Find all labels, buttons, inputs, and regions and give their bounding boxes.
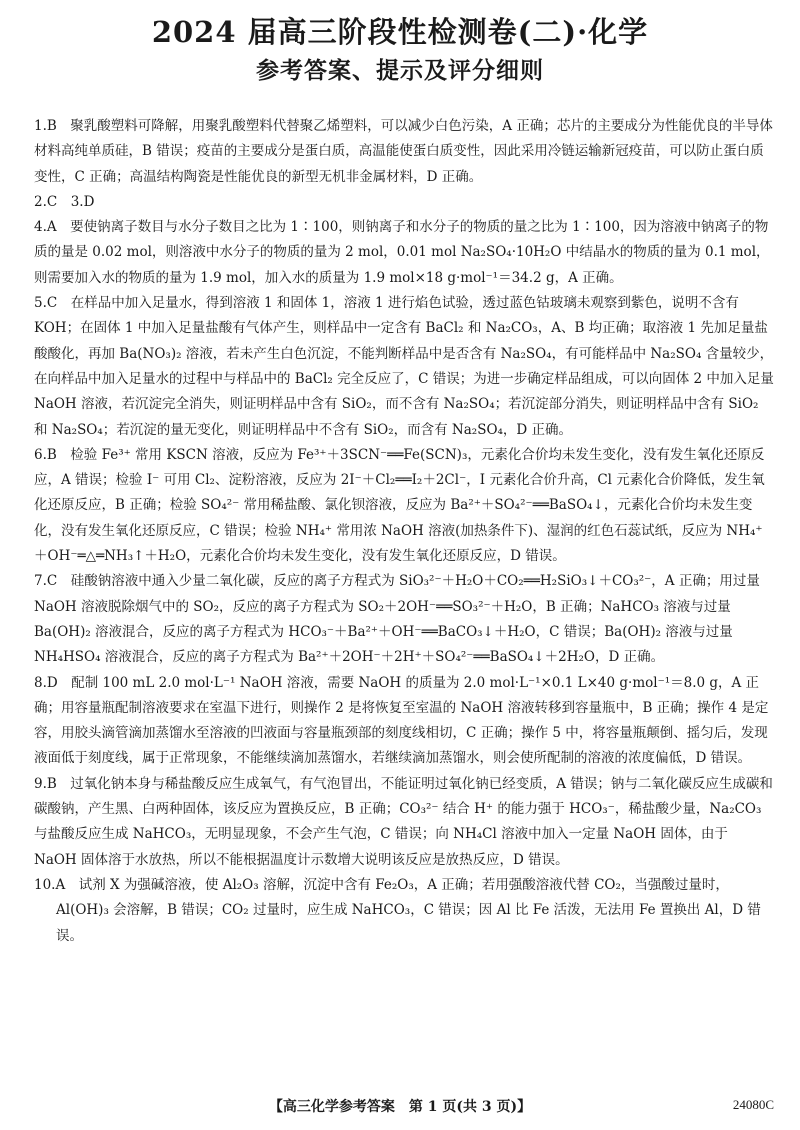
answer-4: 4.A 要使钠离子数目与水分子数目之比为 1∶100，则钠离子和水分子的物质的量之比为 1∶100，因为溶液中钠离子的物质的量是 0.02 mol，则溶液中水分子的物质的量为 2 mol，0.01 mol Na₂SO₄·10H₂O 中结晶水的物质的量为 0.1 mol，则需要加入水的物质的量为 1.9 mol，加入水的质量为 1.9 mol×18 g·mol⁻¹＝34.2 g，A 正确。 [34,219,770,286]
answer-1: 1.B 聚乳酸塑料可降解，用聚乳酸塑料代替聚乙烯塑料，可以减少白色污染，A 正确；芯片的主要成分为性能优良的半导体材料高纯单质硅，B 错误；疫苗的主要成分是蛋白质，高温能使蛋白质变性，因此采用冷链运输新冠疫苗，可以防止蛋白质变性，C 正确；高温结构陶瓷是性能优良的新型无机非金属材料，D 正确。 [34,118,773,185]
answer-9: 9.B 过氧化钠本身与稀盐酸反应生成氧气，有气泡冒出，不能证明过氧化钠已经变质，A 错误；钠与二氧化碳反应生成碳和碳酸钠，产生黑、白两种固体，该反应为置换反应，B 正确；CO₃²⁻ 结合 H⁺ 的能力强于 HCO₃⁻，稀盐酸少量，Na₂CO₃ 与盐酸反应生成 NaHCO₃，无明显现象，不会产生气泡，C 错误；向 NH₄Cl 溶液中加入一定量 NaOH 固体，由于 NaOH 固体溶于水放热，所以不能根据温度计示数增大说明该反应是放热反应，D 错误。 [34,775,773,868]
document-code: 24080C [732,1097,774,1112]
page-subtitle: 参考答案、提示及评分细则 [256,57,544,84]
answers-body [34,114,774,949]
page-footer: 【高三化学参考答案 第 1 页(共 3 页)】 [268,1099,532,1115]
answer-7: 7.C 硅酸钠溶液中通入少量二氧化碳，反应的离子方程式为 SiO₃²⁻＋H₂O＋CO₂══H₂SiO₃↓＋CO₃²⁻，A 正确；用过量 NaOH 溶液脱除烟气中的 SO₂，反应的离子方程式为 SO₂＋2OH⁻══SO₃²⁻＋H₂O，B 正确；NaHCO₃ 溶液与过量 Ba(OH)₂ 溶液混合，反应的离子方程式为 HCO₃⁻＋Ba²⁺＋OH⁻══BaCO₃↓＋H₂O，C 错误；Ba(OH)₂ 溶液与过量 NH₄HSO₄ 溶液混合，反应的离子方程式为 Ba²⁺＋2OH⁻＋2H⁺＋SO₄²⁻══BaSO₄↓＋2H₂O，D 正确。 [34,573,760,666]
answer-10: 10.A 试剂 X 为强碱溶液，使 Al₂O₃ 溶解，沉淀中含有 Fe₂O₃，A 正确；若用强酸溶液代替 CO₂，当强酸过量时，Al(OH)₃ 会溶解，B 错误；CO₂ 过量时，应生成 NaHCO₃，C 错误；因 Al 比 Fe 活泼，无法用 Fe 置换出 Al，D 错误。 [34,876,761,944]
answer-8: 8.D 配制 100 mL 2.0 mol·L⁻¹ NaOH 溶液，需要 NaOH 的质量为 2.0 mol·L⁻¹×0.1 L×40 g·mol⁻¹＝8.0 g，A 正确；用容量瓶配制溶液要求在室温下进行，则操作 2 是将恢复至室温的 NaOH 溶液转移到容量瓶中，B 正确；操作 4 是定容，用胶头滴管滴加蒸馏水至溶液的凹液面与容量瓶颈部的刻度线相切，C 正确；操作 5 中，将容量瓶颠倒、摇匀后，发现液面低于刻度线，属于正常现象，不能继续滴加蒸馏水，若继续滴加蒸馏水，则会使所配制的溶液的浓度偏低，D 错误。 [34,674,769,767]
answer-6: 6.B 检验 Fe³⁺ 常用 KSCN 溶液，反应为 Fe³⁺＋3SCN⁻══Fe(SCN)₃，元素化合价均未发生变化，没有发生氧化还原反应，A 错误；检验 I⁻ 可用 Cl₂、淀粉溶液，反应为 2I⁻＋Cl₂══I₂＋2Cl⁻，I 元素化合价升高，Cl 元素化合价降低，发生氧化还原反应，B 正确；检验 SO₄²⁻ 常用稀盐酸、氯化钡溶液，反应为 Ba²⁺＋SO₄²⁻══BaSO₄↓，元素化合价均未发生变化，没有发生氧化还原反应，C 错误；检验 NH₄⁺ 常用浓 NaOH 溶液(加热条件下)、湿润的红色石蕊试纸，反应为 NH₄⁺＋OH⁻═△═NH₃↑＋H₂O，元素化合价均未发生变化，没有发生氧化还原反应，D 错误。 [34,446,765,565]
page-title: 2024 届高三阶段性检测卷(二)·化学 [151,15,649,49]
answer-2-3: 2.C 3.D [34,193,95,210]
answer-5: 5.C 在样品中加入足量水，得到溶液 1 和固体 1，溶液 1 进行焰色试验，透过蓝色钴玻璃未观察到紫色，说明不含有 KOH；在固体 1 中加入足量盐酸有气体产生，则样品中一定含有 BaCl₂ 和 Na₂CO₃，A、B 均正确；取溶液 1 先加足量盐酸酸化，再加 Ba(NO₃)₂ 溶液，若未产生白色沉淀，不能判断样品中是否含有 Na₂SO₄，有可能样品中 Na₂SO₄ 含量较少，在向样品中加入足量水的过程中与样品中的 BaCl₂ 完全反应了，C 错误；为进一步确定样品组成，可以向固体 2 中加入足量 NaOH 溶液，若沉淀完全消失，则证明样品中含有 SiO₂，而不含有 Na₂SO₄；若沉淀部分消失，则证明样品中含有 SiO₂ 和 Na₂SO₄；若沉淀的量无变化，则证明样品中不含有 SiO₂，而含有 Na₂SO₄，D 正确。 [34,295,774,438]
